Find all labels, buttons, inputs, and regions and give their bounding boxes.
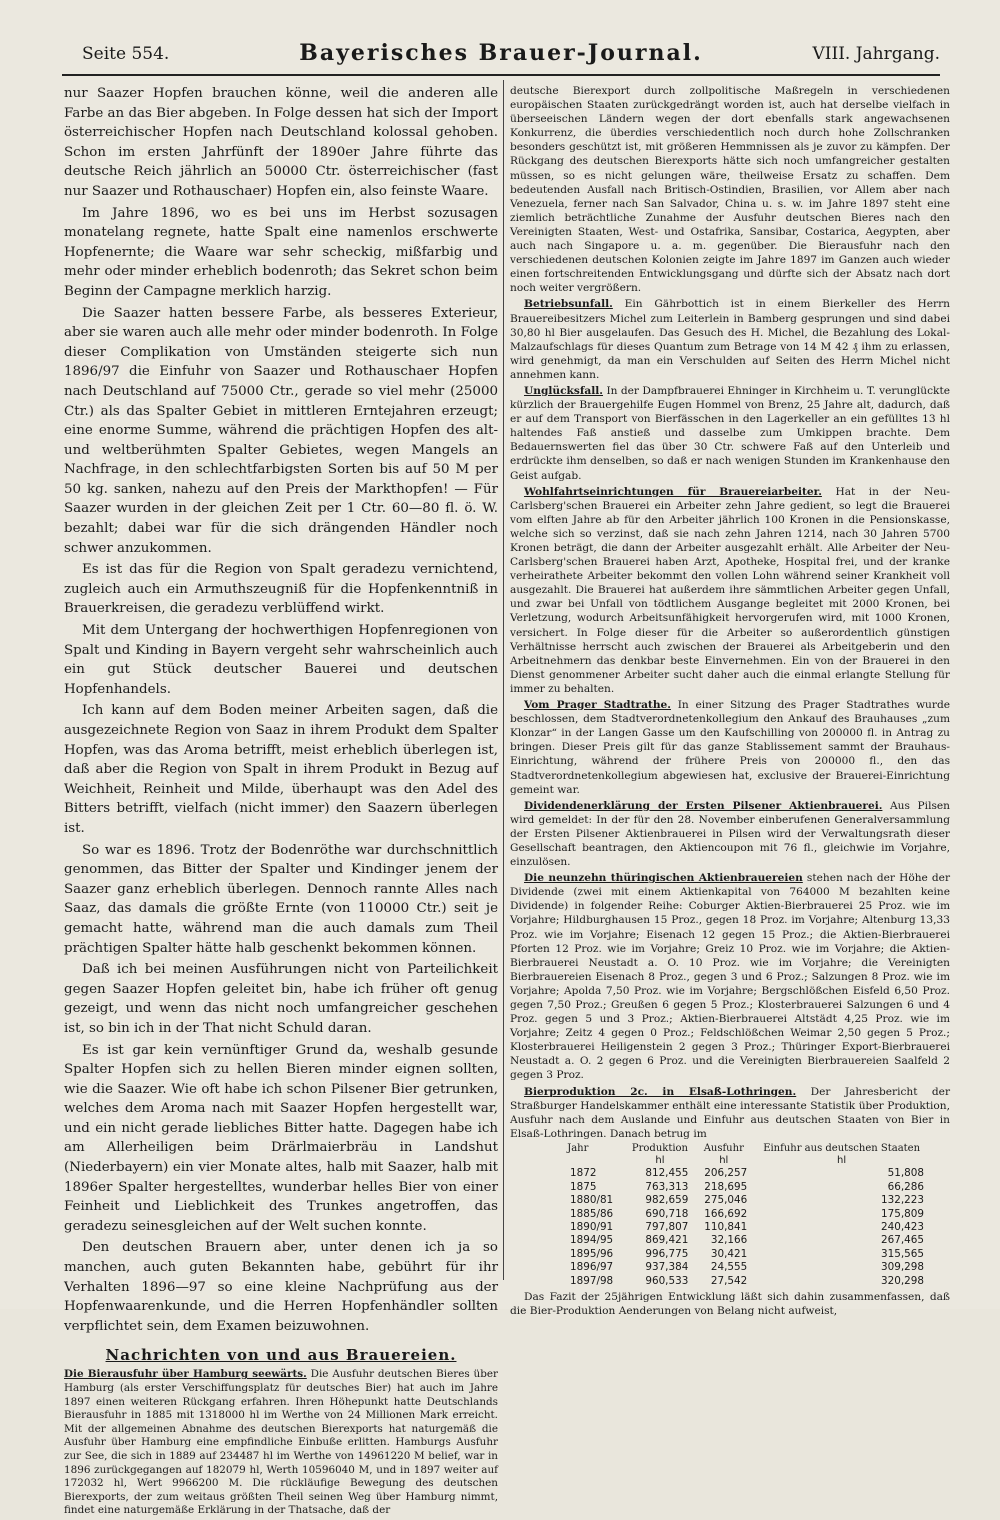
table-cell: 797,807 [645,1220,689,1233]
news-text: stehen nach der Höhe der Dividende (zwei mit einem Aktienkapital von 764000 M bezahlten keine Dividende) in folgender Reihe: Coburger Aktien-Bierbrauerei 25 Proz. wie im Vorjahre; Hildburghausen 15 Proz., gegen 18 Proz. im Vorjahre; Altenburg 13,33 Proz. wie im Vorjahre; Eisenach 12 gegen 15 Proz.; die Aktien-Bierbrauerei Pforten 12 Proz. wie im Vorjahre; Greiz 10 Proz. wie im Vorjahre; die Aktien-Bierbrauerei Neustadt a. O. 10 Proz. wie im Vorjahre; die Vereinigten Bierbrauereien Eisenach 8 Proz., gegen 3 und 6 Proz.; Salzungen 8 Proz. wie im Vorjahre; Apolda 7,50 Proz. wie im Vorjahre; Bergschlößchen Eisfeld 6,50 Proz. gegen 7,50 Proz.; Greußen 6 gegen 5 Proz.; Klosterbrauerei Salzungen 6 und 4 Proz. gegen 5 und 3 Proz.; Aktien-Bierbrauerei Altstädt 4,25 Proz. wie im Vorjahre; Zeitz 4 gegen 0 Proz.; Feldschlößchen Weimar 2,50 gegen 5 Proz.; Klosterbrauerei Heiligenstein 2 gegen 3 Proz.; Thüringer Export-Bierbrauerei Neustadt a. O. 2 gegen 6 Proz. und die Vereinigten Bierbrauereien Saalfeld 2 gegen 3 Proz. [510,872,951,1082]
news-text: In der Dampfbrauerei Ehninger in Kirchheim u. T. verunglückte kürzlich der Brauergehilfe Eugen Hommel von Brenz, 25 Jahre alt, dadurch, daß er auf dem Transport von Bierfässchen in den Lagerkeller an ein gefülltes 13 hl haltendes Faß anstieß und dasselbe zum Umkippen brachte. Dem Bedauernswerten fiel das über 30 Ctr. schwere Faß auf den Unterleib und erdrückte ihm denselben, so daß er nach wenigen Stunden im Krankenhause den Geist aufgab. [510,384,950,482]
table-body [530,1167,930,1288]
volume-label: VIII. Jahrgang. [812,44,940,64]
hamburg-text: Die Ausfuhr deutschen Bieres über Hamburg (als erster Verschiffungsplatz für deutsches Bier) hat auch im Jahre 1897 einen weiteren Rückgang erfahren. Ihren Höhepunkt hatte Deutschlands Bierausfuhr in 1885 mit 1318000 hl im Werthe von 24 Millionen Mark erreicht. Mit der allgemeinen Abnahme des deutschen Bierexports hat naturgemäß die Ausfuhr über Hamburg eine empfindliche Einbuße erlitten. Hamburgs Ausfuhr zur See, die sich in 1889 auf 234487 hl im Werthe von 14961220 M belief, war in 1896 zurückgegangen auf 182079 hl, Werth 10596040 M, und in 1897 weiter auf 172032 hl, Wert 9966200 M. Die rückläufige Bewegung des deutschen Bierexports, der zum weitaus größten Theil seinen Weg über Hamburg nimmt, findet eine naturgemäße Erklärung in der Thatsache, daß der [64,1368,499,1517]
table-header-row [530,1143,930,1154]
hamburg-heading: Die Bierausfuhr über Hamburg seewärts. [64,1368,307,1381]
table-cell: 110,841 [704,1220,748,1233]
closing-paragraph: Das Fazit der 25jährigen Entwicklung läßt sich dahin zusammenfassen, daß die Bier-Produktion Aenderungen von Belang nicht aufweist, [510,1291,950,1318]
table-row [530,1248,930,1261]
table-cell: 763,313 [645,1180,689,1193]
table-cell: 1890/91 [570,1220,614,1233]
table-cell: 315,565 [881,1247,924,1260]
news-item [510,871,950,1082]
table-row [530,1221,930,1234]
table-cell: 937,384 [645,1261,689,1274]
table-cell: 1894/95 [570,1234,614,1247]
news-text: Der Jahresbericht der Straßburger Handelskammer enthält eine interessante Statistik über Produktion, Ausfuhr nach dem Auslande und Einfuhr aus deutschen Staaten von Bier in Elsaß-Lothringen. Danach betrug im [510,1085,951,1140]
left-paragraph: So war es 1896. Trotz der Bodenröthe war durchschnittlich genommen, das Bitter der Spalter und Kindinger jenem der Saazer ganz erheblich überlegen. Dennoch rannte Alles nach Saaz, das damals die größte Ernte (von 110000 Ctr.) seit je gemacht hatte, während man die auch damals zum Theil prächtigen Spalter hätte halb geschenkt bekommen können. [64,842,498,956]
column-divider [503,80,504,1280]
table-row [530,1261,930,1274]
news-heading: Betriebsunfall. [524,298,613,311]
news-heading: Wohlfahrtseinrichtungen für Brauereiarbeiter. [524,485,822,498]
table-cell: 275,046 [704,1194,748,1207]
hamburg-article [64,1368,498,1518]
left-paragraph: Es ist gar kein vernünftiger Grund da, weshalb gesunde Spalter Hopfen sich zu hellen Bieren minder eignen sollten, wie die Saazer. Wie oft habe ich schon Pilsener Bier getrunken, welches dem Aroma nach mit Saazer Hopfen hergestellt war, und ein nicht gerade liebliches Bitter hatte. Dagegen habe ich am Allerheiligen beim Drärlmaierbräu in Landshut (Niederbayern) ein vier Monate altes, halb mit Saazer, halb mit 1896er Spalter hergestelltes, wunderbar helles Bier von einer Feinheit und Lieblichkeit des Trunkes angetroffen, das geradezu seinesgleichen auf der Welt suchen konnte. [64,1042,498,1234]
news-item [510,485,950,696]
left-column [64,84,498,1520]
left-paragraph: Mit dem Untergang der hochwerthigen Hopfenregionen von Spalt und Kinding in Bayern vergeht sehr wahrscheinlich auch ein gut Stück deutscher Bauerei und deutschen Hopfenhandels. [64,623,498,697]
table-cell: 869,421 [645,1234,689,1247]
news-heading: Die neunzehn thüringischen Aktienbrauereien [524,872,803,885]
table-cell: 27,542 [710,1274,748,1287]
table-cell: 690,718 [645,1207,689,1220]
news-text: Hat in der Neu-Carlsberg'schen Brauerei ein Arbeiter zehn Jahre gedient, so legt die Brauerei vom elften Jahre ab für den Arbeiter jährlich 100 Kronen in die Pensionskasse, welche sich so verzinst, daß sie nach zehn Jahren 1214, nach 30 Jahren 5700 Kronen beträgt, die dann der Arbeiter ausgezahlt erhält. Alle Arbeiter der Neu-Carlsberg'schen Brauerei haben Arzt, Apotheke, Hospital frei, und der kranke verheirathete Arbeiter bekommt den vollen Lohn während seiner Krankheit voll ausgezahlt. Die Brauerei hat außerdem ihre sämmtlichen Arbeiter gegen Unfall, und zwar bei Unfall von tödtlichem Ausgange begleitet mit 2000 Kronen, bei Verletzung, wodurch Arbeitsunfähigkeit hervorgerufen wird, mit 1000 Kronen, versichert. In Folge dieser für die Arbeiter so außerordentlich günstigen Verhältnisse herrscht auch zwischen der Brauerei als Arbeitgeberin und den Arbeitnehmern das denkbar beste Einvernehmen. Ein von der Brauerei in den Dienst genommener Arbeiter sucht daher auch die einmal erlangte Stellung für immer zu behalten. [510,485,950,695]
table-cell: 132,223 [881,1194,924,1207]
table-cell: 1885/86 [570,1207,614,1220]
table-cell: 30,421 [710,1247,748,1260]
news-item [510,384,950,483]
right-column [510,84,950,1320]
left-paragraph: Den deutschen Brauern aber, unter denen ich ja so manchen, auch guten Bekannten habe, gebührt für ihr Verhalten 1896—97 so eine kleine Nachprüfung aus der Hopfenwaarenkunde, und die Herren Hopfenhändler sollten verpflichtet sein, dem Examen beizuwohnen. [64,1240,498,1334]
table-cell: 206,257 [704,1167,748,1180]
column-header: Jahr [567,1142,589,1154]
table-cell: 1872 [570,1167,597,1180]
table-row [530,1167,930,1180]
table-cell: 51,808 [887,1167,924,1180]
left-paragraph: Ich kann auf dem Boden meiner Arbeiten sagen, daß die ausgezeichnete Region von Saaz in ihrem Produkt dem Spalter Hopfen, was das Aroma betrifft, meist erheblich überlegen ist, daß aber die Region von Spalt in ihrem Produkt in Bezug auf Weichheit, Reinheit und Milde, überhaupt was den Adel des Bitters betrifft, vielfach (nicht immer) den Saazern überlegen ist. [64,703,498,836]
journal-title: Bayerisches Brauer-Journal. [299,40,703,66]
left-paragraph: Es ist das für die Region von Spalt geradezu vernichtend, zugleich auch ein Armuthszeugniß für die Hopfenkenntniß in Brauerkreisen, die geradezu verblüffend wirkt. [64,562,498,617]
unit-cell: hl [655,1154,665,1166]
news-text: Aus Pilsen wird gemeldet: In der für den 28. November einberufenen Generalversammlung der Ersten Pilsener Aktienbrauerei in Pilsen wird der Verwaltungsrath dieser Gesellschaft beantragen, den Aktiencoupon mit 76 fl., gleichwie im Vorjahre, einzulösen. [510,799,950,869]
table-cell: 1880/81 [570,1194,614,1207]
news-heading: Bierproduktion 2c. in Elsaß-Lothringen. [524,1085,797,1098]
table-cell: 320,298 [881,1274,924,1287]
left-paragraph: Daß ich bei meinen Ausführungen nicht von Parteilichkeit gegen Saazer Hopfen geleitet bin, habe ich früher oft genug gezeigt, und wenn das nicht noch umfangreicher geschehen ist, so bin ich in der That nicht Schuld daran. [64,962,498,1036]
table-cell: 1896/97 [570,1261,614,1274]
news-item [510,1085,950,1141]
page-header [62,36,940,70]
production-table [530,1143,930,1288]
news-text: Ein Gährbottich ist in einem Bierkeller des Herrn Brauereibesitzers Michel zum Leiterlein in Bamberg gesprungen und sind dabei 30,80 hl Bier ausgelaufen. Das Gesuch des H. Michel, die Bezahlung des Lokal-Malzaufschlags für dieses Quantum zum Betrage von 14 M 42 ₰ ihm zu erlassen, wird genehmigt, da man ein Verschulden auf Seiten des Herrn Michel nicht annehmen kann. [510,298,950,381]
news-item [510,698,950,797]
table-cell: 166,692 [704,1207,748,1220]
header-rule [62,74,940,76]
column-header: Produktion [631,1142,688,1154]
news-item [510,799,950,869]
table-cell: 24,555 [710,1261,748,1274]
table-cell: 1895/96 [570,1247,614,1260]
page-number: Seite 554. [82,44,170,64]
table-cell: 812,455 [645,1167,689,1180]
export-continuation: deutsche Bierexport durch zollpolitische Maßregeln in verschiedenen europäischen Staaten zurückgedrängt worden ist, auch hat derselbe vielfach in überseeischen Ländern wegen der dort ebenfalls stark angewachsenen Konkurrenz, die überdies verschiedentlich noch durch hohe Zollschranken besonders geschützt ist, mit größeren Hemmnissen als je zuvor zu kämpfen. Der Rückgang des deutschen Bierexports hätte sich noch umfangreicher gestalten müssen, so es nicht gelungen wäre, theilweise Ersatz zu schaffen. Dem bedeutenden Ausfall nach Britisch-Ostindien, Brasilien, vor Allem aber nach Venezuela, ferner nach San Salvador, China u. s. w. im Jahre 1897 steht eine ziemlich beträchtliche Zunahme der Ausfuhr deutschen Bieres nach den Vereinigten Staaten, West- und Ostafrika, Sansibar, Costarica, Aegypten, aber auch nach Singapore u. a. m. gegenüber. Die Bierausfuhr nach den verschiedenen deutschen Kolonien zeigte im Jahre 1897 im Ganzen auch wieder einen fortschreitenden Entwicklungsgang und dürfte sich der Absatz nach dort noch weiter vergrößern. [510,85,950,295]
table-cell: 960,533 [645,1274,689,1287]
news-item [510,297,950,382]
table-cell: 1875 [570,1180,597,1193]
left-paragraph: Im Jahre 1896, wo es bei uns im Herbst sozusagen monatelang regnete, hatte Spalt eine namenlos erschwerte Hopfenernte; die Waare war sehr scheckig, mißfarbig und mehr oder minder erheblich bodenroth; das Sekret schon beim Beginn der Campagne merklich harzig. [64,205,498,299]
unit-cell: hl [719,1154,729,1166]
column-header: Einfuhr aus deutschen Staaten [763,1142,921,1154]
table-cell: 240,423 [881,1220,924,1233]
table-cell: 1897/98 [570,1274,614,1287]
news-heading: Vom Prager Stadtrathe. [524,699,671,712]
section-title: Nachrichten von und aus Brauereien. [105,1346,457,1365]
hamburg-paragraph [64,1368,498,1518]
column-header: Ausfuhr [703,1142,744,1154]
table-cell: 982,659 [645,1194,689,1207]
table-row [530,1194,930,1207]
left-paragraph: Die Saazer hatten bessere Farbe, als besseres Exterieur, aber sie waren auch alle mehr oder minder bodenroth. In Folge dieser Complikation von Umständen steigerte sich nun 1896/97 die Einfuhr von Saazer und Rothauschaer Hopfen nach Deutschland auf 75000 Ctr., gerade so viel mehr (25000 Ctr.) als das Spalter Gebiet in mittleren Erntejahren erzeugt; eine enorme Summe, während die prächtigen Hopfen des alt- und weltberühmten Spalter Gebietes, wegen Mangels an Nachfrage, in den schlechtfarbigsten Sorten bis auf 50 M per 50 kg. sanken, nahezu auf den Preis der Markthopfen! — Für Saazer wurden in der gleichen Zeit per 1 Ctr. 60—80 fl. ö. W. bezahlt; dabei war für die sich drängenden Händler noch schwer anzukommen. [64,305,498,556]
table-row [530,1208,930,1221]
table-cell: 32,166 [710,1234,748,1247]
table-units-row [530,1154,930,1167]
news-text: In einer Sitzung des Prager Stadtrathes wurde beschlossen, dem Stadtverordnetenkollegium den Ankauf des Brauhauses „zum Klonzar“ in der Langen Gasse um den Kaufschilling von 200000 fl. in Antrag zu bringen. Dieser Preis gilt für das ganze Stablissement sammt der Brauhaus-Einrichtung, während der frühere Preis von 200000 fl., den das Stadtverordnetenkollegium abgewiesen hat, exclusive der Brauerei-Einrichtung gemeint war. [510,699,950,796]
table-cell: 218,695 [704,1180,748,1193]
table-cell: 66,286 [887,1180,924,1193]
table-cell: 309,298 [881,1261,924,1274]
table-cell: 267,465 [881,1234,924,1247]
table-row [530,1234,930,1247]
table-row [530,1181,930,1194]
left-paragraph: nur Saazer Hopfen brauchen könne, weil die anderen alle Farbe an das Bier abgeben. In Folge dessen hat sich der Import österreichischer Hopfen nach Deutschland kolossal gehoben. Schon im ersten Jahrfünft der 1890er Jahre führte das deutsche Reich jährlich an 50000 Ctr. österreichischer (fast nur Saazer und Rothauschaer) Hopfen ein, also feinste Waare. [64,86,498,199]
news-heading: Dividendenerklärung der Ersten Pilsener Aktienbrauerei. [524,799,883,812]
table-row [530,1275,930,1288]
table-cell: 996,775 [645,1247,689,1260]
unit-cell: hl [837,1154,847,1166]
unit-cell [530,1154,626,1167]
table-cell: 175,809 [881,1207,924,1220]
news-heading: Unglücksfall. [524,384,603,397]
